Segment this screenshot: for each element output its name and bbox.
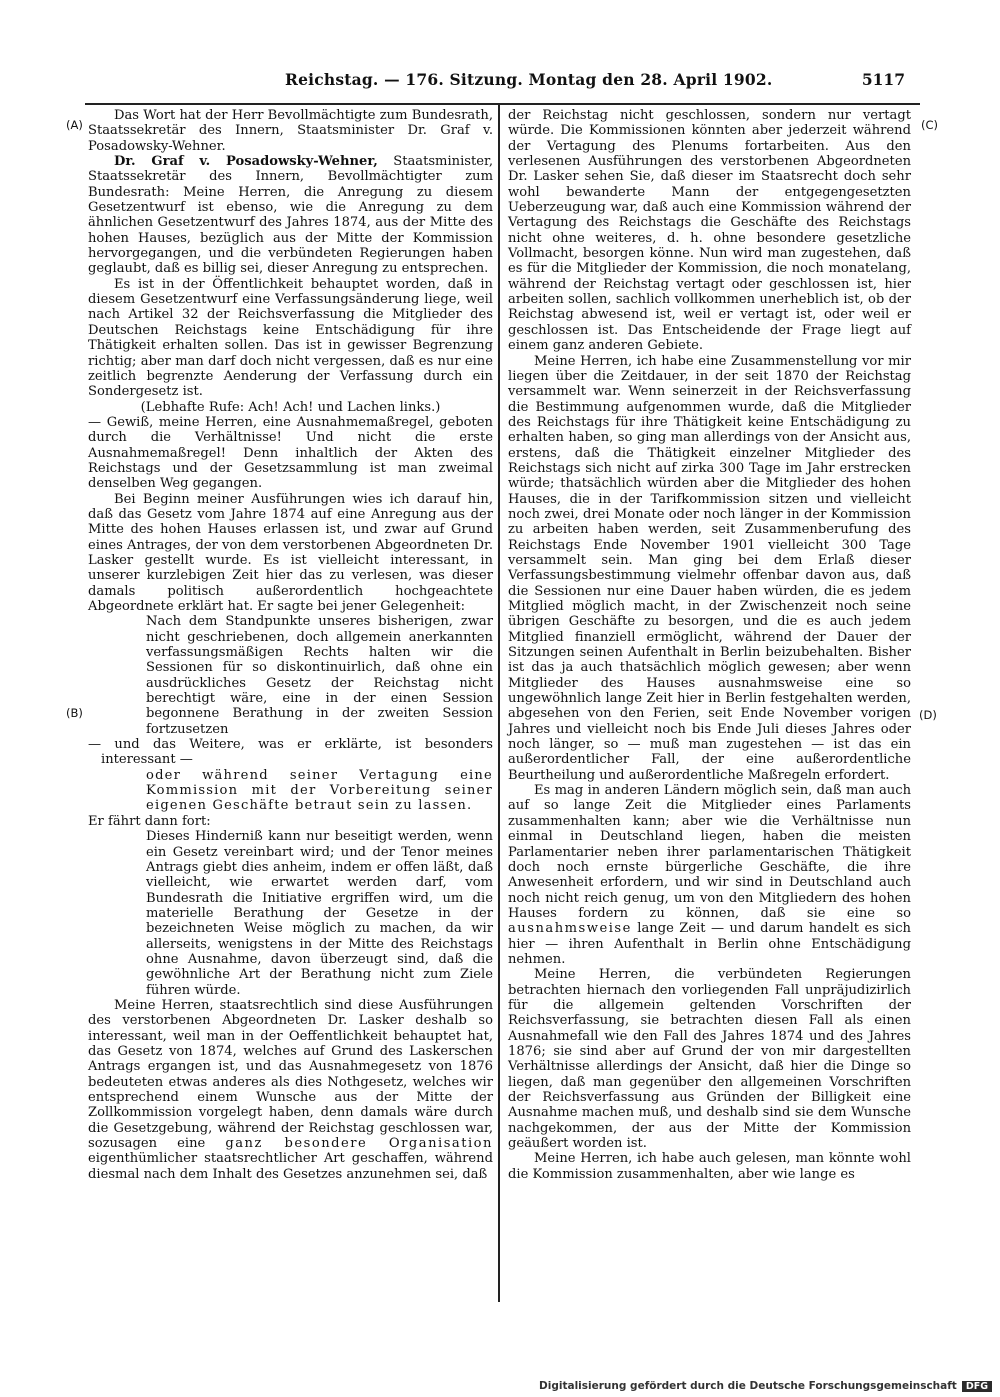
block-quote: Nach dem Standpunkte unseres bisherigen, zwar nicht geschriebenen, doch allgemein anerkannten verfassungsmäßigen Rechts halten wir die Sessionen für so diskontinuirlich, daß ohne ein ausdrückliches Gesetz der Reichstag nicht berechtigt wäre, eine in der einen Session begonnene Berathung in der zweiten Session fortzusetzen [146,614,493,737]
paragraph: Er fährt dann fort: [88,813,211,829]
emphasized-text: ganz besondere Organisation [225,1136,493,1152]
emphasized-text: ausnahmsweise [508,921,632,937]
credit-text: Digitalisierung gefördert durch die Deutsche Forschungsgemeinschaft [539,1380,957,1392]
text-run: Es mag in anderen Ländern möglich sein, daß man auch auf so lange Zeit die Mitglieder eines Parlaments zusammenhalten kann; aber wie die Verhältnisse nun einmal in Deutschland liegen, haben die meisten Parlamentarier neben ihrer parlamentarischen Thätigkeit doch noch ernste bürgerliche Geschäfte, die ihre Anwesenheit erfordern, und wir sind in Deutschland auch noch nicht reich genug, um von den Mitgliedern des hohen Hauses fordern zu können, daß sie eine so [508,783,911,921]
paragraph [88,998,493,1182]
speaker-paragraph [88,154,493,277]
margin-marker-d: (D) [919,708,937,722]
paragraph: der Reichstag nicht geschlossen, sondern nur vertagt würde. Die Kommissionen könnten aber jederzeit während der Vertagung des Plenums fortarbeiten. Aus den verlesenen Ausführungen des verstorbenen Abgeordneten Dr. Lasker sehen Sie, daß dieser im Staatsrecht doch sehr wohl bewanderte Mann der entgegengesetzten Ueberzeugung war, daß auch eine Kommission während der Vertagung des Reichstags die Geschäfte des Reichstags nicht ohne weiteres, d. h. ohne besondere gesetzliche Vollmacht, besorgen könne. Nun wird man zugestehen, daß es für die Mitglieder der Kommission, die noch monatelang, während der Reichstag vertagt oder geschlossen ist, hier arbeiten sollen, sachlich vollkommen unerheblich ist, ob der Reichstag abwesend ist, weil er vertagt ist, oder weil er geschlossen ist. Das Entscheidende der Frage liegt auf einem ganz anderen Gebiete. [508,108,911,354]
left-column [88,108,493,1182]
text-run: lange Zeit — und darum handelt es sich hier — ihren Aufenthalt in Berlin ohne Entschädigung nehmen. [508,921,911,967]
text-run: eigenthümlicher staatsrechtlicher Art geschaffen, während diesmal nach dem Inhalt des Gesetzes anzunehmen sei, daß [88,1151,493,1182]
paragraph: Es ist in der Öffentlichkeit behauptet worden, daß in diesem Gesetzentwurf eine Verfassungsänderung liege, weil nach Artikel 32 der Reichsverfassung die Mitglieder des Deutschen Reichstags keine Entschädigung für ihre Thätigkeit erhalten sollen. Das ist in gewisser Begrenzung richtig; aber man darf doch nicht vergessen, daß es nur eine zeitlich begrenzte Aenderung der Verfassung durch ein Sondergesetz ist. [88,276,493,400]
paragraph: Meine Herren, ich habe eine Zusammenstellung vor mir liegen über die Zeitdauer, in der seit 1870 der Reichstag versammelt war. Wenn seinerzeit in der Reichsverfassung die Bestimmung aufgenommen wurde, daß die Mitglieder des Reichstags für ihre Thätigkeit keine Entschädigung zu erhalten haben, so ging man allerdings von der Ansicht aus, erstens, daß die Thätigkeit einzelner Mitglieder des Reichstags sich nicht auf zirka 300 Tage im Jahr erstrecken würde; thatsächlich würden aber die Mitglieder des hohen Hauses, die in der Tarifkommission sitzen und vielleicht noch zwei, drei Monate oder noch länger in der Kommission zu arbeiten haben werden, seit Zusammenberufung des Reichstags Ende November 1901 vielleicht 300 Tage versammelt sein. Man ging bei dem Erlaß dieser Verfassungsbestimmung vielmehr offenbar davon aus, daß die Sessionen nur eine Dauer haben würden, die es jedem Mitglied möglich macht, in der Zwischenzeit noch seine übrigen Geschäfte zu besorgen, und die es auch jedem Mitglied finanziell ermöglicht, während der Dauer der Sitzungen seinen Aufenthalt in Berlin beizubehalten. Bisher ist das ja auch thatsächlich möglich gewesen; aber wenn Mitglieder des Hauses ausnahmsweise eine so ungewöhnlich lange Zeit hier in Berlin festgehalten werden, abgesehen von den Ferien, seit Ende November vorigen Jahres und vielleicht noch bis Ende Juli dieses Jahres oder noch länger, so — muß man zugestehen — ist das ein außerordentlicher Fall, der eine außerordentliche Beurtheilung und außerordentliche Maßregeln erfordert. [508,353,911,783]
interjection: (Lebhafte Rufe: Ach! Ach! und Lachen links.) [140,399,441,415]
text-run: Meine Herren, staatsrechtlich sind diese Ausführungen des verstorbenen Abgeordneten Dr. Lasker deshalb so interessant, weil man in der Oeffentlichkeit behauptet hat, das Gesetz von 1874, welches auf Grund des Laskerschen Antrags ergangen ist, und das Ausnahmegesetz von 1876 bedeuteten etwas anderes als dies Nothgesetz, welches wir entsprechend einem Wunsche aus der Mitte der Zollkommission vorgelegt haben, denn damals wäre durch die Gesetzgebung, während der Reichstag geschlossen war, sozusagen eine [88,997,493,1152]
paragraph: Meine Herren, die verbündeten Regierungen betrachten hiernach den vorliegenden Fall unpräjudizirlich für die allgemein geltenden Vorschriften der Reichsverfassung, sie betrachten diesen Fall als einen Ausnahmefall wie den Fall des Jahres 1874 und des Jahres 1876; sie sind aber auf Grund der von mir dargestellten Verhältnisse allerdings der Ansicht, daß hier die Dinge so liegen, daß man gegenüber den allgemeinen Vorschriften der Reichsverfassung aus Gründen der Billigkeit eine Ausnahme machen muß, und deshalb sind sie dem Wunsche nachgekommen, der aus der Mitte der Kommission geäußert worden ist. [508,967,911,1152]
right-column [508,108,911,1182]
dfg-logo: DFG [962,1381,992,1392]
running-head: Reichstag. — 176. Sitzung. Montag den 28. April 1902. [285,70,773,89]
column-divider [498,104,500,1302]
paragraph: Meine Herren, ich habe auch gelesen, man könnte wohl die Kommission zusammenhalten, aber wie lange es [508,1151,911,1182]
block-quote: Dieses Hinderniß kann nur beseitigt werden, wenn ein Gesetz vereinbart wird; und der Tenor meines Antrags giebt dies anheim, indem er offen läßt, daß vielleicht, wie erwartet werden darf, vom Bundesrath die Initiative ergriffen wird, um die materielle Berathung der Gesetze in der bezeichneten Weise möglich zu machen, da wir allerseits, wenigstens in der Mitte des Reichstags ohne Ausnahme, davon überzeugt sind, daß die gewöhnliche Art der Berathung nicht zum Ziele führen würde. [146,829,493,998]
margin-marker-a: (A) [66,118,83,132]
paragraph: Das Wort hat der Herr Bevollmächtigte zum Bundesrath, Staatssekretär des Innern, Staatsminister Dr. Graf v. Posadowsky-Wehner. [88,108,493,154]
speaker-name: Dr. Graf v. Posadowsky-Wehner, [114,154,378,170]
paragraph: Bei Beginn meiner Ausführungen wies ich darauf hin, daß das Gesetz vom Jahre 1874 auf eine Anregung aus der Mitte des hohen Hauses erlassen ist, und zwar auf Grund eines Antrages, der von dem verstorbenen Abgeordneten Dr. Lasker gestellt wurde. Es ist vielleicht interessant, in unserer kurzlebigen Zeit hier das zu verlesen, was dieser damals politisch außerordentlich hochgeachtete Abgeordnete erklärt hat. Er sagte bei jener Gelegenheit: [88,491,493,614]
paragraph: — Gewiß, meine Herren, eine Ausnahmemaßregel, geboten durch die Verhältnisse! Und nicht die erste Ausnahmemaßregel! Denn inhaltlich der Akten des Reichstags und der Gesetzsammlung ist man zweimal denselben Weg gegangen. [88,414,493,492]
page-header [285,70,905,92]
page-number: 5117 [861,70,905,89]
digitization-credit [539,1380,992,1394]
paragraph: — und das Weitere, was er erklärte, ist besonders interessant — [88,737,493,768]
margin-marker-c: (C) [921,118,939,132]
header-rule [85,103,920,105]
margin-marker-b: (B) [66,706,83,720]
block-quote: oder während seiner Vertagung eine Kommission mit der Vorbereitung seiner eigenen Geschäfte betraut sein zu lassen. [146,767,493,814]
speech-text: Staatsminister, Staatssekretär des Innern, Bevollmächtigter zum Bundesrath: Meine Herren, die Anregung zu diesem Gesetzentwurf ist ebenso, wie die Anregung zu dem ähnlichen Gesetzentwurf des Jahres 1874, aus der Mitte des hohen Hauses, bezüglich aus der Mitte der Kommission hervorgegangen, und die verbündeten Regierungen haben geglaubt, daß es billig sei, dieser Anregung zu entsprechen. [88,154,493,277]
paragraph [508,783,911,967]
